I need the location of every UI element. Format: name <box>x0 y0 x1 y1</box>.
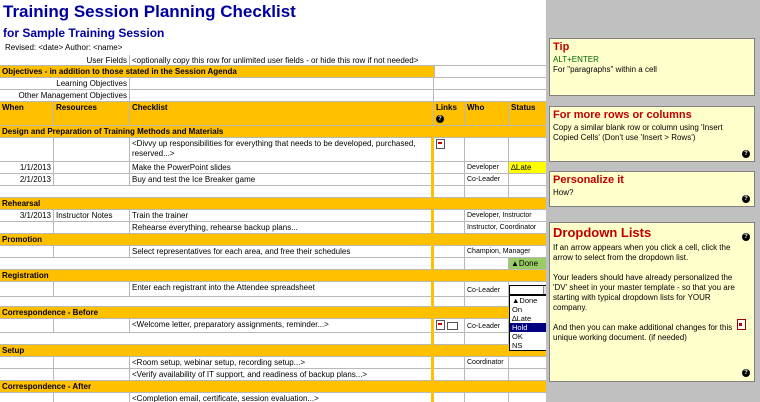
table-row[interactable] <box>0 186 546 198</box>
section-rehearsal <box>0 198 546 210</box>
blank-cell[interactable] <box>465 297 509 306</box>
col-checklist: Checklist <box>130 102 434 125</box>
page-title: Training Session Planning Checklist <box>3 2 296 21</box>
cell-links[interactable] <box>434 282 465 296</box>
help-icon[interactable]: ? <box>742 369 750 377</box>
help-icon[interactable]: ? <box>742 195 750 203</box>
dropdown-lists-title: Dropdown Lists <box>553 225 652 240</box>
more-rows-tip <box>549 106 755 162</box>
cell-checklist[interactable]: Make the PowerPoint slides <box>130 162 434 173</box>
dropdown-option[interactable]: On <box>512 305 523 314</box>
cell-who[interactable]: Co-Leader <box>465 282 509 296</box>
cell-when[interactable]: 3/1/2013 <box>0 210 54 221</box>
cell-links[interactable] <box>434 162 465 173</box>
cell-when[interactable] <box>0 319 54 332</box>
cell-who[interactable]: Developer, Instructor <box>467 212 532 219</box>
document-link-icon[interactable] <box>436 320 445 330</box>
table-row[interactable] <box>0 282 546 297</box>
col-links-label: Links <box>436 103 457 112</box>
objectives-header-label: Objectives - in addition to those stated in the Session Agenda <box>2 67 237 76</box>
more-rows-title: For more rows or columns <box>553 109 692 121</box>
cell-resources[interactable] <box>54 162 130 173</box>
col-when: When <box>0 102 54 125</box>
user-fields-text[interactable]: <optionally copy this row for unlimited user fields - or hide this row if not needed> <box>132 56 419 65</box>
other-objectives-value[interactable] <box>130 90 434 101</box>
cell-resources[interactable] <box>54 282 130 296</box>
cell-links[interactable] <box>434 138 465 161</box>
cell-who[interactable]: Developer <box>465 162 509 173</box>
personalize-body: How? <box>553 188 574 197</box>
section-registration <box>0 270 546 282</box>
cell-when[interactable] <box>0 282 54 296</box>
cell-links[interactable] <box>434 319 465 332</box>
table-row[interactable] <box>0 210 546 222</box>
cell-who[interactable] <box>465 393 509 402</box>
table-row[interactable] <box>0 138 546 162</box>
personalize-title: Personalize it <box>553 174 624 186</box>
personalize-tip <box>549 171 755 207</box>
learning-objectives-value[interactable] <box>130 78 434 89</box>
page-subtitle: for Sample Training Session <box>3 26 165 40</box>
cell-when[interactable] <box>0 369 54 380</box>
section-correspondence-before-label: Correspondence - Before <box>2 308 99 317</box>
col-links <box>434 102 465 125</box>
section-rehearsal-label: Rehearsal <box>2 199 41 208</box>
cell-status[interactable] <box>509 138 546 161</box>
cell-resources[interactable] <box>54 138 130 161</box>
cell-links[interactable] <box>434 357 465 368</box>
blank-cell[interactable] <box>0 186 434 197</box>
blank-cell[interactable] <box>434 258 465 269</box>
help-icon[interactable]: ? <box>436 115 444 123</box>
user-fields-label: User Fields <box>0 55 130 65</box>
cell-resources[interactable] <box>54 222 130 233</box>
dropdown-lists-p1: If an arrow appears when you click a cell, click the arrow to select from the dropdown list. <box>553 243 731 262</box>
cell-checklist[interactable]: <Divvy up responsibilities for everything that needs to be developed, purchased, reserved...> <box>130 138 434 161</box>
cell-checklist[interactable]: <Room setup, webinar setup, recording setup...> <box>130 357 434 368</box>
cell-resources[interactable] <box>54 246 130 257</box>
other-objectives-row[interactable] <box>0 90 546 102</box>
section-setup-label: Setup <box>2 346 25 355</box>
cell-checklist[interactable]: Train the trainer <box>130 210 434 221</box>
section-correspondence-after <box>0 381 546 393</box>
section-setup <box>0 345 546 357</box>
cell-status[interactable] <box>509 174 546 185</box>
dropdown-option[interactable]: ▲Done <box>512 296 538 305</box>
cell-checklist[interactable]: <Completion email, certificate, session evaluation...> <box>130 393 434 402</box>
blank-cell[interactable] <box>0 333 434 344</box>
blank-cell[interactable] <box>465 186 509 197</box>
help-icon[interactable]: ? <box>742 150 750 158</box>
cell-links[interactable] <box>434 222 465 233</box>
cell-when[interactable] <box>0 357 54 368</box>
table-row[interactable] <box>0 162 546 174</box>
cell-when[interactable] <box>0 246 54 257</box>
cell-when[interactable] <box>0 222 54 233</box>
section-registration-label: Registration <box>2 271 49 280</box>
dropdown-option[interactable]: ∆Late <box>512 314 532 323</box>
col-who: Who <box>465 102 509 125</box>
email-link-icon[interactable] <box>447 322 458 330</box>
cell-when[interactable] <box>0 393 54 402</box>
table-row[interactable] <box>0 297 546 307</box>
tip-title: Tip <box>553 41 570 53</box>
blank-cell[interactable] <box>434 297 465 306</box>
cell-checklist[interactable]: <Welcome letter, preparatory assignments, reminder...> <box>130 319 434 332</box>
section-correspondence-after-label: Correspondence - After <box>2 382 92 391</box>
cell-when[interactable]: 2/1/2013 <box>0 174 54 185</box>
cell-resources[interactable]: Instructor Notes <box>54 210 130 221</box>
cell-who[interactable]: Instructor, Coordinator <box>467 224 537 231</box>
cell-who[interactable]: Champion, Manager <box>467 248 531 255</box>
cell-who[interactable]: Co-Leader <box>465 174 509 185</box>
tip-line2: For "paragraphs" within a cell <box>553 65 657 74</box>
cell-status[interactable]: ∆Late <box>509 162 546 173</box>
cell-checklist[interactable]: <Verify availability of IT support, and readiness of backup plans...> <box>130 369 434 380</box>
objectives-header-blank <box>434 66 546 77</box>
table-row[interactable] <box>0 174 546 186</box>
revised-line[interactable]: Revised: <date> Author: <name> <box>5 43 123 52</box>
cell-links[interactable] <box>434 174 465 185</box>
col-resources: Resources <box>54 102 130 125</box>
section-correspondence-before <box>0 307 546 319</box>
table-row[interactable] <box>0 357 546 369</box>
column-header-row <box>0 102 546 126</box>
learning-objectives-row[interactable] <box>0 78 546 90</box>
learning-objectives-label: Learning Objectives <box>0 78 130 89</box>
cell-when[interactable] <box>0 138 54 161</box>
blank-cell[interactable] <box>434 333 465 344</box>
cell-links[interactable] <box>434 369 465 380</box>
col-status: Status <box>511 103 536 112</box>
dropdown-lists-p2: Your leaders should have already personalized the 'DV' sheet in your master template - so that you are starting with typical dropdown lists for YOUR company. <box>553 273 735 312</box>
more-rows-body: Copy a similar blank row or column using 'Insert Copied Cells' (Don't use 'Insert > Rows') <box>553 123 723 142</box>
document-link-icon[interactable] <box>436 139 445 149</box>
table-row[interactable] <box>0 369 546 381</box>
cell-who[interactable]: Coordinator <box>465 357 509 368</box>
table-row[interactable] <box>0 393 546 402</box>
cell-checklist[interactable]: Enter each registrant into the Attendee spreadsheet <box>130 282 434 296</box>
cell-links[interactable] <box>434 246 465 257</box>
blank-cell[interactable] <box>465 258 509 269</box>
blank-cell[interactable] <box>434 186 465 197</box>
user-fields-row[interactable] <box>0 55 546 66</box>
cell-who[interactable]: Co-Leader <box>465 319 509 332</box>
table-row[interactable] <box>0 333 546 345</box>
blank-cell[interactable] <box>0 258 434 269</box>
cell-checklist[interactable]: Select representatives for each area, and free their schedules <box>130 246 434 257</box>
blank-cell[interactable] <box>0 297 434 306</box>
cell-checklist[interactable]: Rehearse everything, rehearse backup plans... <box>130 222 434 233</box>
cell-resources[interactable] <box>54 174 130 185</box>
cell-who[interactable] <box>465 369 509 380</box>
section-design-label: Design and Preparation of Training Methods and Materials <box>2 127 224 136</box>
dropdown-option[interactable]: OK <box>512 332 523 341</box>
dropdown-option[interactable]: NS <box>512 341 523 350</box>
help-icon[interactable]: ? <box>742 233 750 241</box>
blank-cell[interactable] <box>465 333 509 344</box>
dropdown-lists-tip <box>549 222 755 382</box>
table-row[interactable] <box>0 222 546 234</box>
pdf-icon[interactable] <box>737 319 746 330</box>
other-objectives-label: Other Management Objectives <box>0 90 130 101</box>
table-row[interactable] <box>0 319 546 333</box>
cell-resources[interactable] <box>54 357 130 368</box>
cell-resources[interactable] <box>54 319 130 332</box>
cell-status[interactable]: ▲Done <box>509 258 546 269</box>
section-promotion-label: Promotion <box>2 235 42 244</box>
table-row[interactable] <box>0 246 546 258</box>
table-row[interactable] <box>0 258 546 270</box>
dropdown-option-selected[interactable]: Hold <box>510 323 553 332</box>
section-promotion <box>0 234 546 246</box>
cell-resources[interactable] <box>54 369 130 380</box>
cell-resources[interactable] <box>54 393 130 402</box>
cell-when[interactable]: 1/1/2013 <box>0 162 54 173</box>
cell-links[interactable] <box>434 210 465 221</box>
column-divider <box>431 126 434 402</box>
tip-line1: ALT+ENTER <box>553 55 599 64</box>
cell-who[interactable] <box>465 138 509 161</box>
section-design <box>0 126 546 138</box>
tip-box <box>549 38 755 96</box>
cell-checklist[interactable]: Buy and test the Ice Breaker game <box>130 174 434 185</box>
objectives-header <box>0 66 546 78</box>
dropdown-lists-p3: And then you can make additional changes for this unique working document. (if needed) <box>553 323 733 342</box>
cell-links[interactable] <box>434 393 465 402</box>
